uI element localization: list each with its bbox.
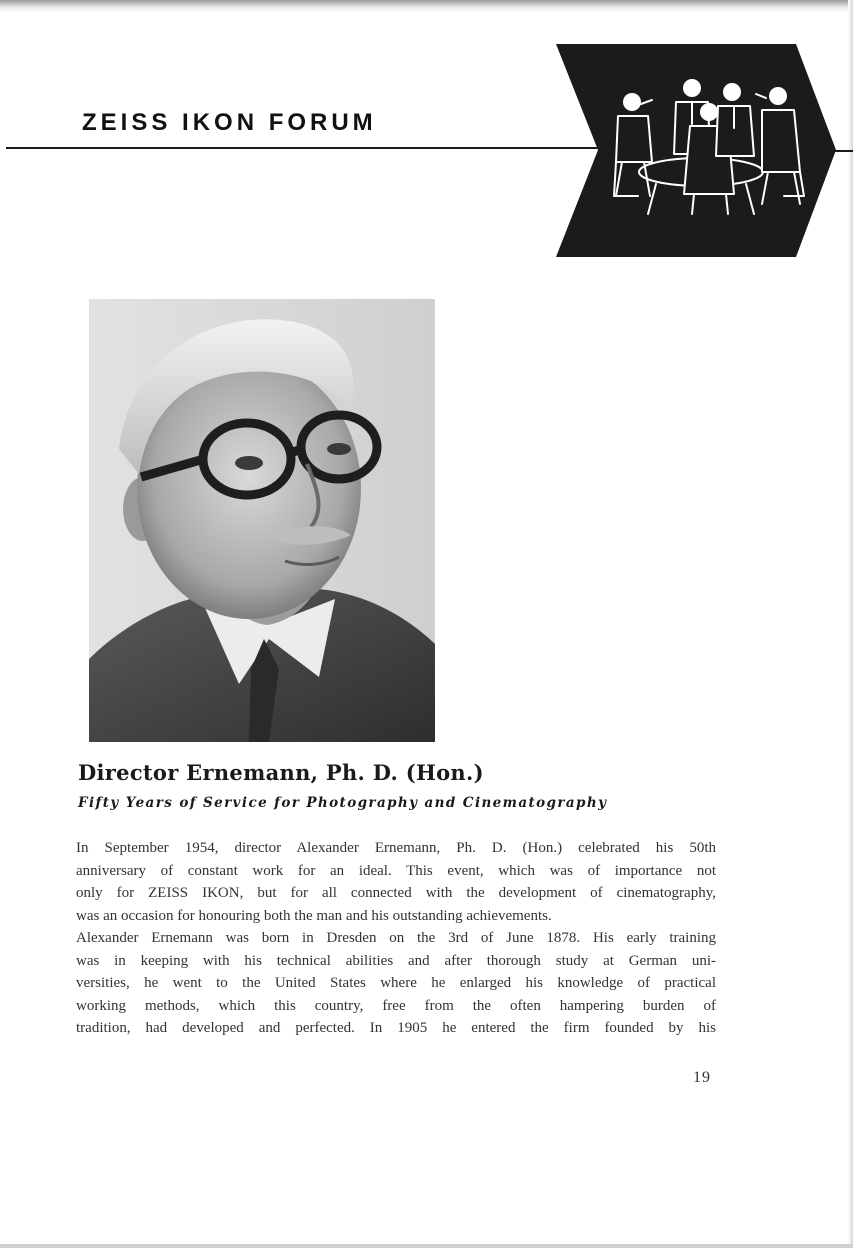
body-line: versities, he went to the United States where he enlarged his knowledge of practical bbox=[76, 975, 716, 991]
body-line: was in keeping with his technical abilities and after thorough study at German uni- bbox=[76, 952, 716, 969]
page-edge-bottom bbox=[0, 1244, 853, 1248]
body-line: anniversary of constant work for an ideal. This event, which was of importance not bbox=[76, 862, 716, 879]
article-subheadline: Fifty Years of Service for Photography and Cinematography bbox=[78, 795, 608, 811]
page-number: 19 bbox=[693, 1069, 711, 1086]
meeting-table-icon bbox=[556, 44, 836, 257]
article-body bbox=[76, 837, 716, 1040]
masthead-title: ZEISS IKON FORUM bbox=[82, 109, 377, 136]
body-line: was an occasion for honouring both the man and his outstanding achievements. bbox=[76, 907, 552, 924]
body-line: Alexander Ernemann was born in Dresden on the 3rd of June 1878. His early training bbox=[76, 930, 716, 946]
body-line: only for ZEISS IKON, but for all connected with the development of cinematography, bbox=[76, 885, 716, 901]
body-line: tradition, had developed and perfected. In 1905 he entered the firm founded by his bbox=[76, 1020, 716, 1036]
page-edge-right bbox=[848, 0, 853, 1248]
header-rule bbox=[6, 147, 606, 149]
article-headline: Director Ernemann, Ph. D. (Hon.) bbox=[78, 760, 484, 785]
body-line: working methods, which this country, free from the often hampering burden of bbox=[76, 997, 716, 1014]
page-edge bbox=[0, 0, 853, 12]
body-line: In September 1954, director Alexander Ernemann, Ph. D. (Hon.) celebrated his 50th bbox=[76, 840, 716, 856]
portrait-photo bbox=[89, 299, 435, 742]
